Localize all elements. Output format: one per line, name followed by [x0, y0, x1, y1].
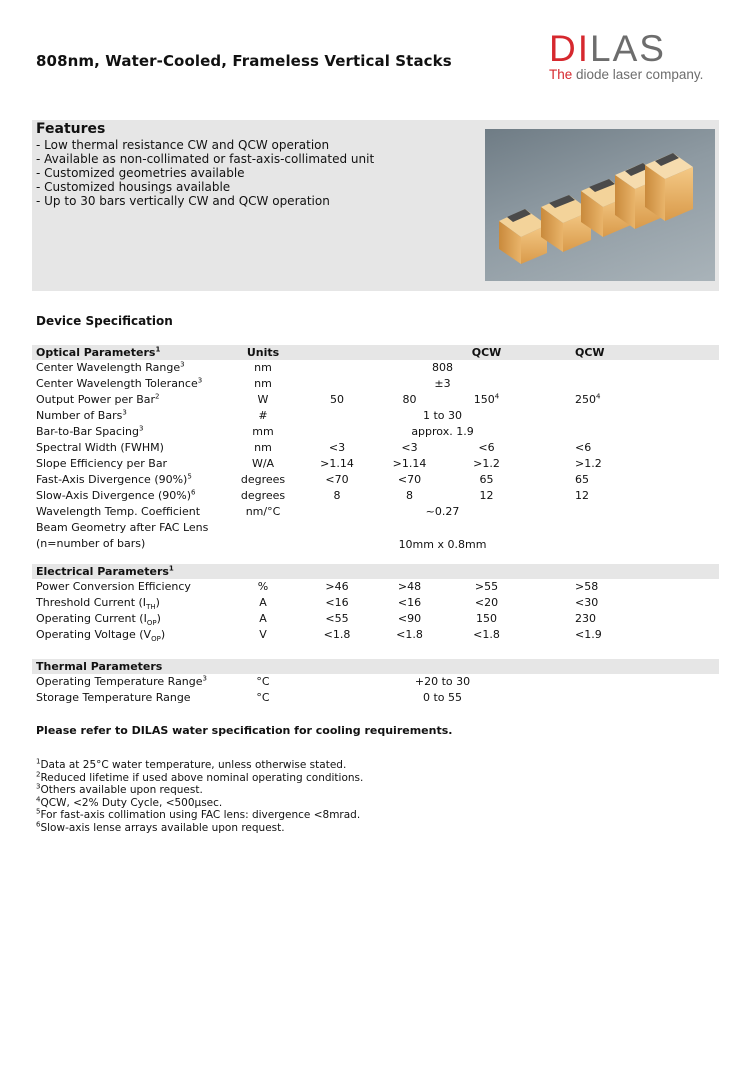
features-heading: Features [36, 121, 106, 137]
table-row: Operating Temperature Range$^3$ °C +20 to 30 [36, 674, 471, 688]
feature-item: - Available as non-collimated or fast-axis-collimated unit [36, 152, 375, 166]
feature-item: - Low thermal resistance CW and QCW operation [36, 138, 330, 152]
table-header-row [32, 659, 719, 674]
footnote: $^3$Others available upon request. [36, 782, 203, 796]
footnote: $^2$Reduced lifetime if used above nominal operating conditions. [36, 770, 364, 784]
table-row: Number of Bars$^3$ # 1 to 30 [36, 408, 463, 422]
logo-tagline: The diode laser company. [549, 67, 704, 82]
units-header: Units [226, 345, 300, 360]
thermal-table [32, 659, 719, 706]
table-row: Slope Efficiency per Bar W/A >1.14 >1.14 >1.2 >1.2 [36, 457, 602, 470]
table-row: Wavelength Temp. Coefficient nm/°C ~0.27 [36, 505, 460, 518]
product-photo [485, 129, 715, 281]
feature-item: - Customized geometries available [36, 166, 245, 180]
table-row: Bar-to-Bar Spacing$^3$ mm approx. 1.9 [36, 424, 474, 438]
feature-item: - Customized housings available [36, 180, 231, 194]
col-header: QCW [445, 345, 528, 360]
laser-stacks-image [485, 129, 715, 281]
page-title: 808nm, Water-Cooled, Frameless Vertical Stacks [36, 52, 452, 70]
section-title: Thermal Parameters [32, 659, 226, 674]
footnote: $^1$Data at 25°C water temperature, unless otherwise stated. [36, 757, 347, 771]
stack-5 [645, 153, 693, 221]
device-spec-heading: Device Specification [36, 314, 173, 328]
table-row: Spectral Width (FWHM) nm <3 <3 <6 <6 [36, 441, 592, 454]
footnote: $^5$For fast-axis collimation using FAC lens: divergence <8mrad. [36, 807, 361, 821]
table-row: Center Wavelength Range$^3$ nm 808 [36, 360, 453, 374]
table-header-row [32, 564, 719, 579]
footnote: $^6$Slow-axis lense arrays available upon request. [36, 820, 285, 834]
features-list [36, 138, 374, 208]
footnotes [36, 759, 363, 834]
dilas-logo [549, 28, 729, 87]
section-title: Electrical Parameters$^1$ [32, 564, 226, 579]
table-row: Operating Voltage $(V_{OP})$ V <1.8 <1.8 <1.8 <1.9 [36, 628, 602, 644]
col-header: QCW [528, 345, 719, 360]
features-panel [32, 120, 719, 291]
table-row: Slow-Axis Divergence $(90\%)^6$ degrees 8 8 12 12 [36, 488, 589, 502]
table-row: Center Wavelength Tolerance$^3$ nm ±3 [36, 376, 451, 390]
table-row: Output Power per Bar$^2$ W 50 80 $150^4$ $250^4$ [36, 392, 601, 406]
feature-item: - Up to 30 bars vertically CW and QCW operation [36, 194, 330, 208]
electrical-table [32, 564, 719, 643]
table-header-row [32, 345, 719, 360]
table-row: Threshold Current $(I_{TH})$ A <16 <16 <20 <30 [36, 596, 599, 612]
table-row: Operating Current $(I_{OP})$ A <55 <90 150 230 [36, 612, 596, 628]
table-row: Storage Temperature Range °C 0 to 55 [36, 691, 463, 704]
section-title: Optical Parameters$^1$ [32, 345, 226, 360]
table-row: Fast-Axis Divergence $(90\%)^5$ degrees <70 <70 65 65 [36, 472, 589, 486]
stack-1 [499, 209, 547, 264]
cooling-note: Please refer to DILAS water specification for cooling requirements. [36, 724, 453, 737]
footnote: $^4$QCW, <2% Duty Cycle, <500µsec. [36, 795, 223, 809]
table-row: Beam Geometry after FAC Lens (n=number of bars) 10mm x 0.8mm [36, 521, 487, 551]
optical-table [32, 345, 719, 552]
logo-wordmark: DILAS [549, 28, 666, 69]
table-row: Power Conversion Efficiency % >46 >48 >55 >58 [36, 580, 599, 593]
